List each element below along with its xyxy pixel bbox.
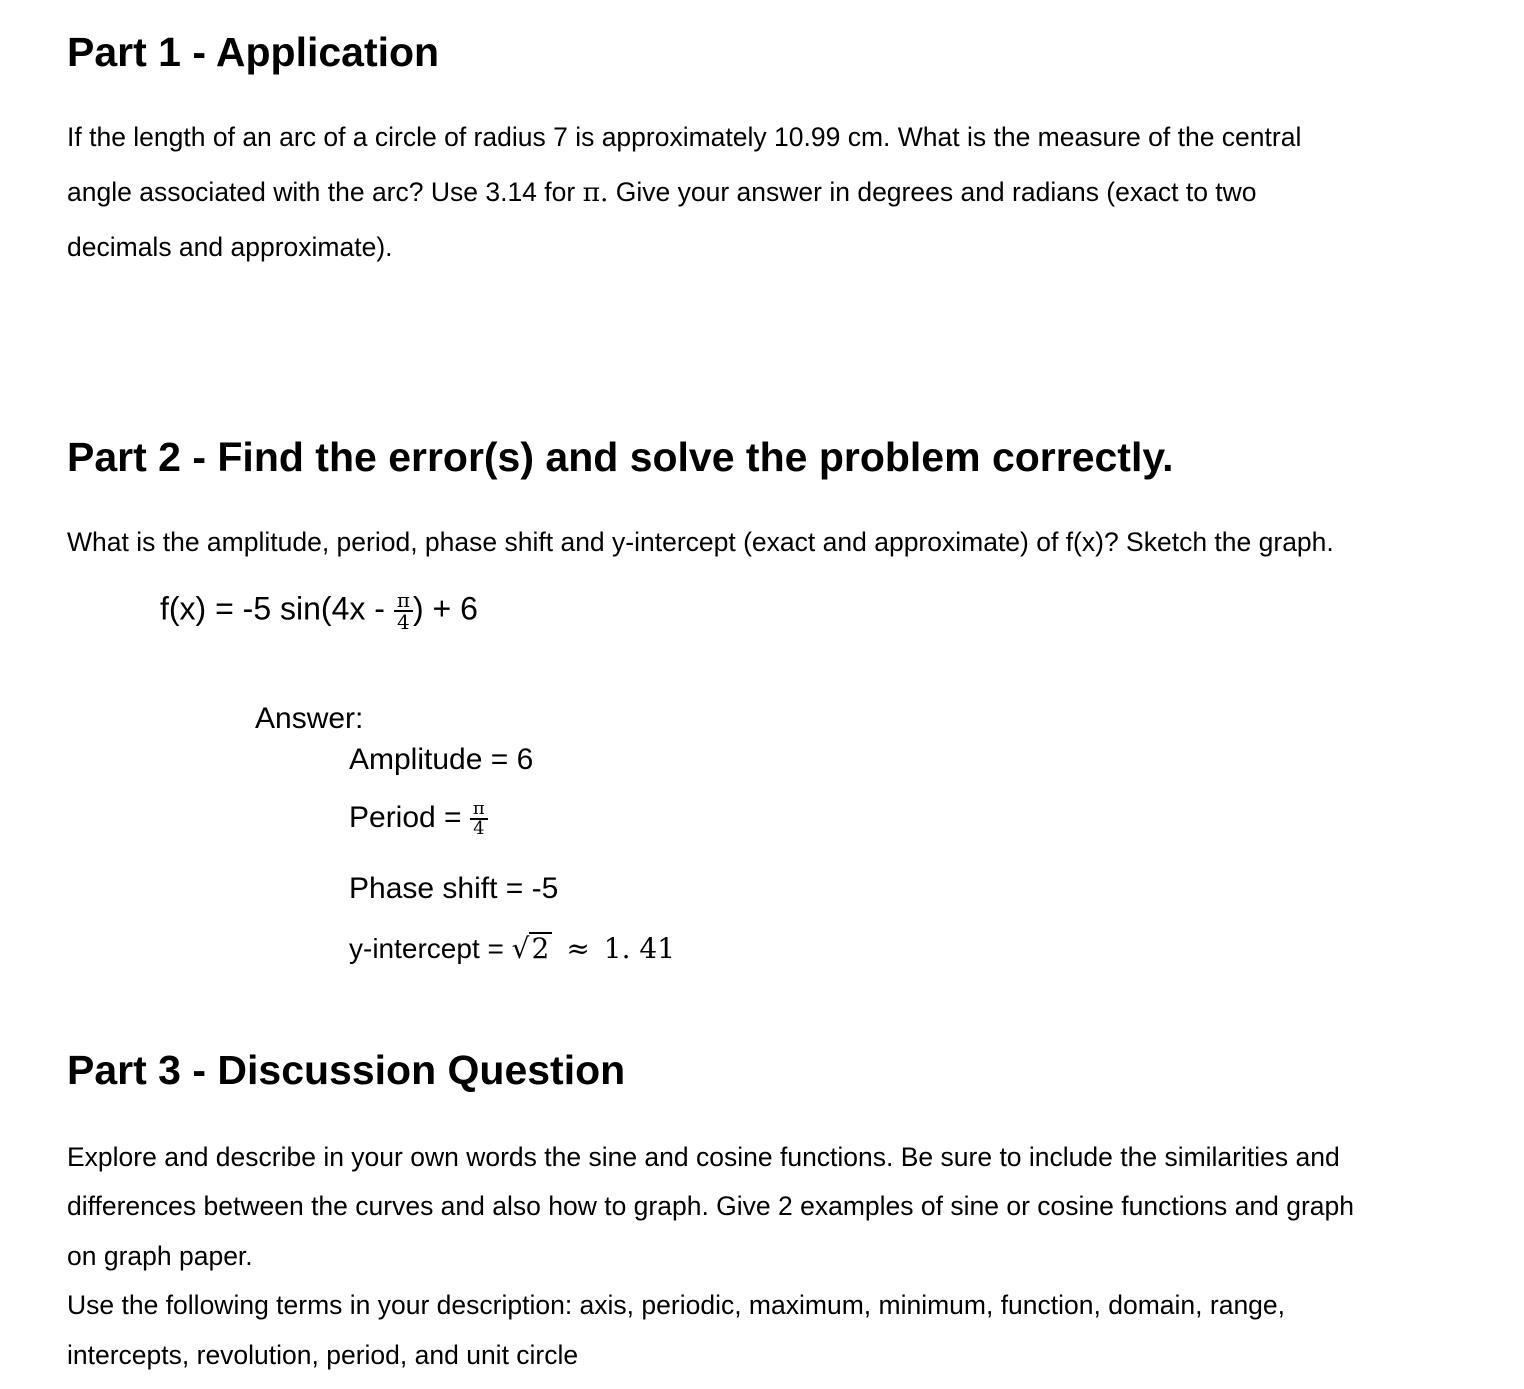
equation-suffix: ) + 6 <box>412 590 478 627</box>
part1-line-1: If the length of an arc of a circle of radius 7 is approximately 10.99 cm. What is the measure of the central <box>67 122 1302 152</box>
y-intercept-answer <box>349 932 675 963</box>
part3-line-2: differences between the curves and also how to graph. Give 2 examples of sine or cosine functions and graph <box>67 1191 1355 1221</box>
part1-line-2-before: angle associated with the arc? Use 3.14 for <box>67 177 583 207</box>
fraction-denominator: 4 <box>397 610 410 634</box>
part2-question: What is the amplitude, period, phase shift and y-intercept (exact and approximate) of f(x)? Sketch the graph. <box>67 527 1334 557</box>
fraction-numerator: π <box>394 590 413 612</box>
sqrt-sign: √ <box>511 932 530 965</box>
period-numerator: π <box>470 800 488 820</box>
part1-line-2 <box>67 179 1257 207</box>
pi-symbol: π. <box>582 177 609 208</box>
part3-line-5: intercepts, revolution, period, and unit circle <box>67 1340 579 1370</box>
part3-heading: Part 3 - Discussion Question <box>67 1047 626 1093</box>
function-equation <box>160 590 478 632</box>
approx-symbol: ≈ <box>566 932 590 965</box>
period-answer <box>349 800 488 838</box>
answer-label: Answer: <box>255 702 364 735</box>
period-label: Period = <box>349 800 470 834</box>
period-denominator: 4 <box>473 818 485 839</box>
phase-shift-answer: Phase shift = -5 <box>349 872 559 905</box>
period-fraction <box>470 800 488 838</box>
part2-heading: Part 2 - Find the error(s) and solve the problem correctly. <box>67 434 1174 480</box>
y-intercept-label: y-intercept = <box>349 933 512 964</box>
part1-heading: Part 1 - Application <box>67 29 440 75</box>
part3-line-3: on graph paper. <box>67 1241 253 1271</box>
square-root-2 <box>512 932 553 963</box>
sqrt-radicand: 2 <box>529 932 552 963</box>
amplitude-answer: Amplitude = 6 <box>349 743 534 776</box>
part3-line-1: Explore and describe in your own words the sine and cosine functions. Be sure to include the similarities and <box>67 1142 1340 1172</box>
part3-line-4: Use the following terms in your description: axis, periodic, maximum, minimum, function, domain, range, <box>67 1290 1286 1320</box>
approx-value: 1. 41 <box>603 932 676 965</box>
part1-line-3: decimals and approximate). <box>67 232 393 262</box>
equation-prefix: f(x) = -5 sin(4x - <box>160 590 394 627</box>
pi-over-4-fraction <box>394 590 413 632</box>
part1-line-2-after: Give your answer in degrees and radians (exact to two <box>608 177 1257 207</box>
